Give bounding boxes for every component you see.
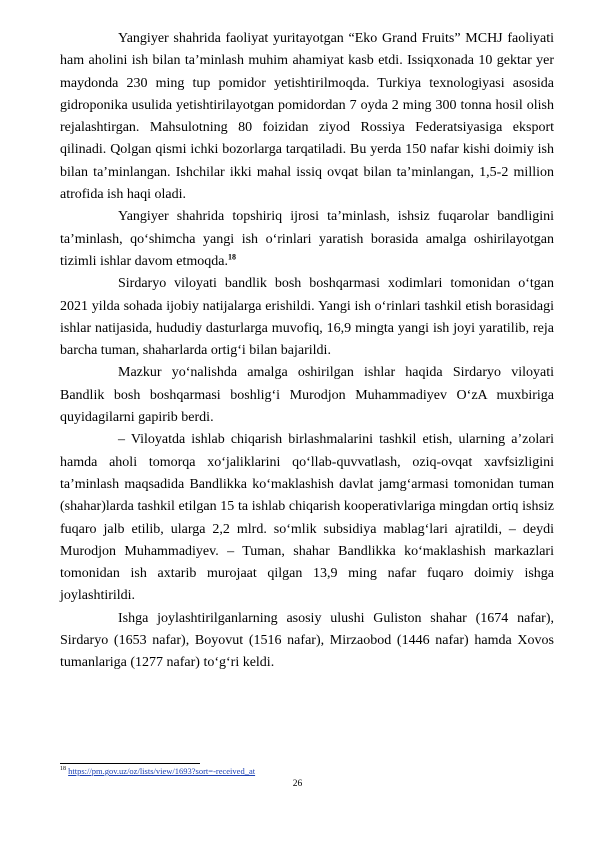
- footnote: [60, 766, 554, 777]
- footnote-number: 18: [60, 766, 66, 773]
- paragraph: [60, 362, 554, 429]
- footnote-marker: 18: [227, 252, 236, 262]
- footnote-divider: [60, 763, 200, 764]
- footnote-link[interactable]: https://pm.gov.uz/oz/lists/view/1693?sort=-received_at: [68, 766, 256, 776]
- paragraph: [60, 273, 554, 362]
- paragraph: [60, 429, 554, 607]
- paragraph-text: – Viloyatda ishlab chiqarish birlashmalarini tashkil etish, ularning a’zolari hamda aholi tomorqa xo‘jaliklarini qo‘llab-quvvatlash, oziq-ovqat xavfsizligini ta’minlash maqsadida Bandlikka ko‘maklashish davlat jamg‘armasi tomonidan tuman (shahar)larda tashkil etilgan 15 ta ishlab chiqarish kooperativlariga mingdan ortiq ishsiz fuqaro jalb etilib, ularga 2,2 mlrd. so‘mlik subsidiya mablag‘lari ajratildi, – deydi Murodjon Muhammadiyev. – Tuman, shahar Bandlikka ko‘maklashish markazlari tomonidan ish axtarib murojaat qilgan 13,9 ming nafar fuqaro doimiy ishga joylashtirildi.: [60, 432, 554, 604]
- paragraph-text: Sirdaryo viloyati bandlik bosh boshqarmasi xodimlari tomonidan o‘tgan 2021 yilda sohada ijobiy natijalarga erishildi. Yangi ish o‘rinlari tashkil etish borasidagi ishlar natijasida, hududiy dasturlarga muvofiq, 16,9 mingta yangi ish joyi yaratilib, reja barcha tuman, shaharlarda ortig‘i bilan bajarildi.: [60, 276, 554, 359]
- paragraph-text: Yangiyer shahrida faoliyat yuritayotgan “Eko Grand Fruits” MCHJ faoliyati ham aholini ish bilan ta’minlash muhim ahamiyat kasb etdi. Issiqxonada 10 gektar yer maydonda 230 ming tup pomidor yetishtirilmoqda. Turkiya texnologiyasi asosida gidroponika usulida yetishtirilayotgan pomidordan 7 oyda 2 ming 300 tonna hosil olish rejalashtirgan. Mahsulotning 80 foizidan ziyod Rossiya Federatsiyasiga eksport qilinadi. Qolgan qismi ichki bozorlarga tarqatiladi. Bu yerda 150 nafar kishi doimiy ish bilan ta’minlangan. Ishchilar ikki mahal issiq ovqat bilan ta’minlangan, 1,5-2 million atrofida ish haqi oladi.: [60, 31, 554, 203]
- page-number: 26: [292, 779, 303, 789]
- paragraph: [60, 608, 554, 675]
- paragraph-text: Yangiyer shahrida topshiriq ijrosi ta’minlash, ishsiz fuqarolar bandligini ta’minlash, qo‘shimcha yangi ish o‘rinlari yaratish borasida amalga oshirilayotgan tizimli ishlar davom etmoqda.: [60, 209, 554, 269]
- paragraph-text: Ishga joylashtirilganlarning asosiy ulushi Guliston shahar (1674 nafar), Sirdaryo (1653 nafar), Boyovut (1516 nafar), Mirzaobod (1446 nafar) hamda Xovos tumanlariga (1277 nafar) to‘g‘ri keldi.: [60, 610, 554, 671]
- document-body: [60, 28, 554, 675]
- paragraph: [60, 206, 554, 273]
- paragraph-text: Mazkur yo‘nalishda amalga oshirilgan ishlar haqida Sirdaryo viloyati Bandlik bosh boshqarmasi boshlig‘i Murodjon Muhammadiyev O‘zA muxbiriga quyidagilarni gapirib berdi.: [60, 365, 554, 426]
- paragraph: [60, 28, 554, 206]
